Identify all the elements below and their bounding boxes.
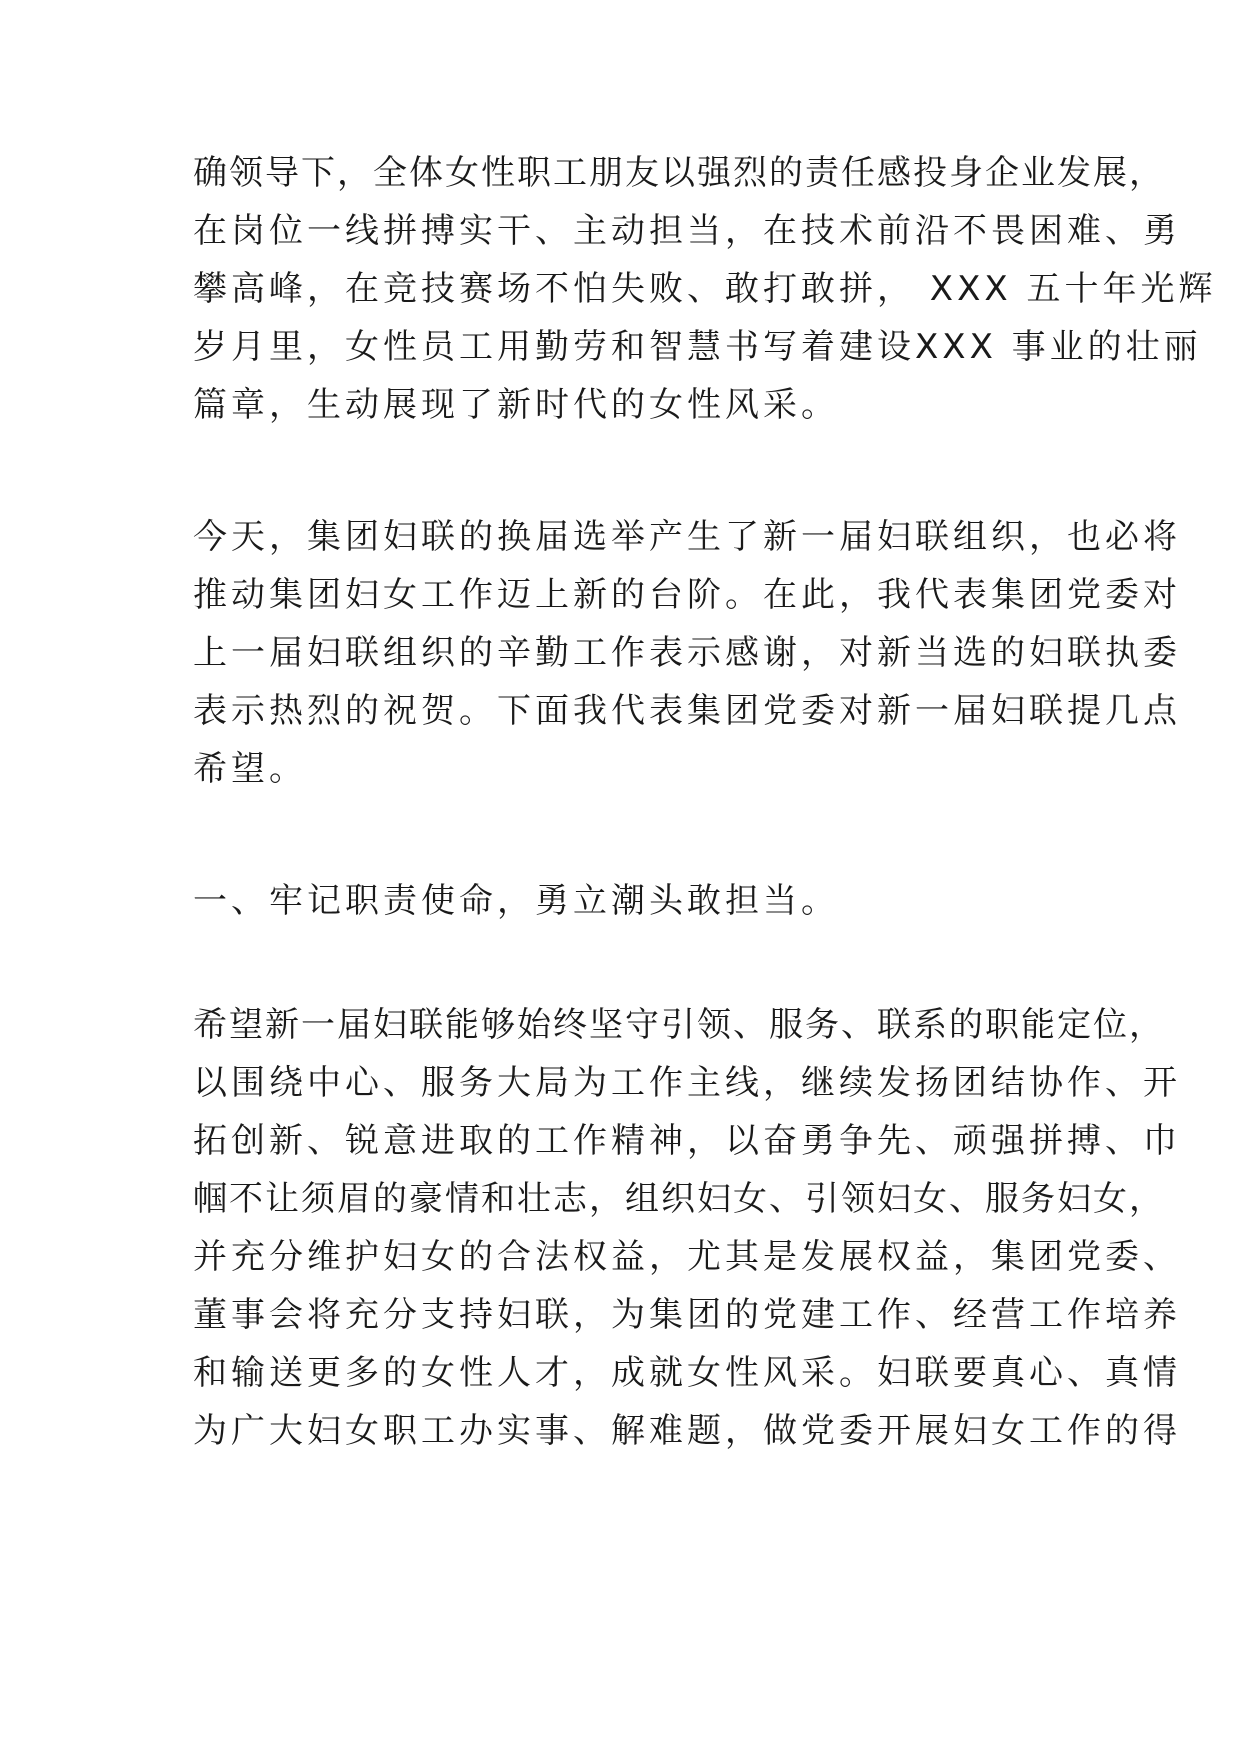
text-line: 希望新一届妇联能够始终坚守引领、服务、联系的职能定位，: [193, 1005, 1165, 1045]
text-line: 以围绕中心、服务大局为工作主线，继续发扬团结协作、开: [193, 1063, 1181, 1103]
paragraph-3: [193, 996, 1181, 1460]
text-line: 岁月里，女性员工用勤劳和智慧书写着建设XXX 事业的壮丽: [193, 327, 1202, 367]
text-line: 并充分维护妇女的合法权益，尤其是发展权益，集团党委、: [193, 1237, 1181, 1277]
text-line: 拓创新、锐意进取的工作精神，以奋勇争先、顽强拼搏、巾: [193, 1121, 1181, 1161]
text-line: 篇章，生动展现了新时代的女性风采。: [193, 385, 839, 425]
text-line: 在岗位一线拼搏实干、主动担当，在技术前沿不畏困难、勇: [193, 211, 1181, 251]
text-line: 确领导下，全体女性职工朋友以强烈的责任感投身企业发展，: [193, 153, 1165, 193]
text-line: 攀高峰，在竞技赛场不怕失败、敢打敢拼， XXX 五十年光辉: [193, 269, 1217, 309]
paragraph-1: [193, 144, 1217, 434]
text-line: 董事会将充分支持妇联，为集团的党建工作、经营工作培养: [193, 1295, 1181, 1335]
text-line: 推动集团妇女工作迈上新的台阶。在此，我代表集团党委对: [193, 575, 1181, 615]
text-line: 表示热烈的祝贺。下面我代表集团党委对新一届妇联提几点: [193, 691, 1181, 731]
text-line: 今天，集团妇联的换届选举产生了新一届妇联组织，也必将: [193, 517, 1181, 557]
paragraph-2: [193, 508, 1181, 798]
text-line: 为广大妇女职工办实事、解难题，做党委开展妇女工作的得: [193, 1411, 1181, 1451]
heading-line: 一、牢记职责使命，勇立潮头敢担当。: [193, 881, 839, 921]
text-line: 希望。: [193, 749, 307, 789]
section-heading: [193, 872, 1073, 930]
text-line: 帼不让须眉的豪情和壮志，组织妇女、引领妇女、服务妇女，: [193, 1179, 1165, 1219]
text-line: 和输送更多的女性人才，成就女性风采。妇联要真心、真情: [193, 1353, 1181, 1393]
text-line: 上一届妇联组织的辛勤工作表示感谢，对新当选的妇联执委: [193, 633, 1181, 673]
